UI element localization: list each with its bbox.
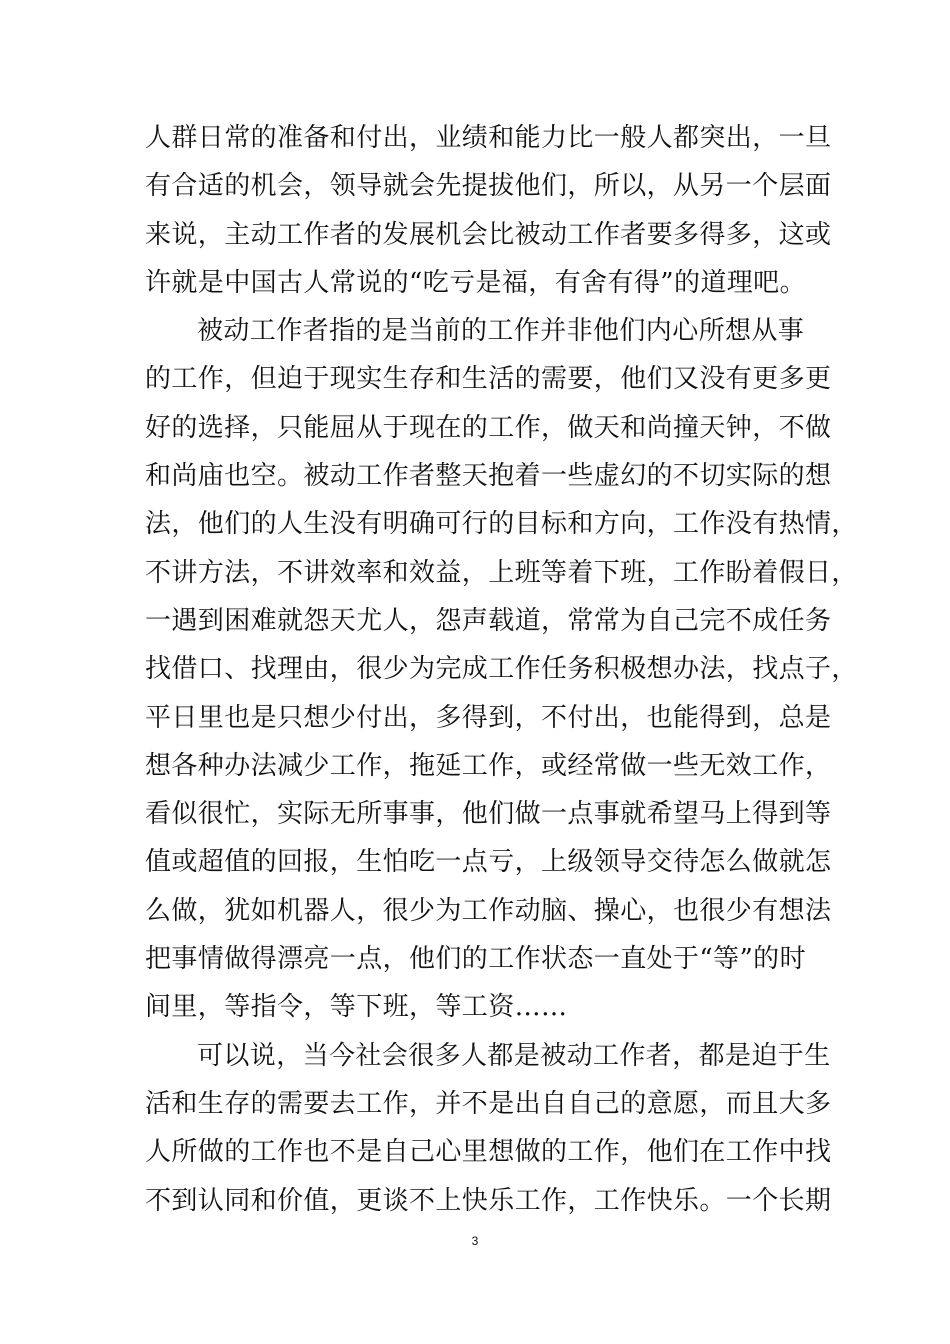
- text-line: 间里，等指令，等下班，等工资……: [145, 992, 568, 1023]
- text-line: 想各种办法减少工作，拖延工作，或经常做一些无效工作，: [145, 750, 832, 781]
- text-line: 可以说，当今社会很多人都是被动工作者，都是迫于生: [197, 1040, 831, 1071]
- text-line: 人群日常的准备和付出，业绩和能力比一般人都突出，一旦: [145, 123, 832, 153]
- text-line: 把事情做得漂亮一点，他们的工作状态一直处于“等”的时: [145, 944, 806, 975]
- text-line: 的工作，但迫于现实生存和生活的需要，他们又没有更多更: [145, 364, 832, 395]
- page-number: 3: [471, 1234, 479, 1248]
- text-line: 不讲方法，不讲效率和效益，上班等着下班，工作盼着假日，: [145, 557, 858, 588]
- text-line: 不到认同和价值，更谈不上快乐工作，工作快乐。一个长期: [145, 1185, 832, 1216]
- text-line: 和尚庙也空。被动工作者整天抱着一些虚幻的不切实际的想: [145, 461, 832, 492]
- text-line: 许就是中国古人常说的“吃亏是福，有舍有得”的道理吧。: [145, 267, 806, 298]
- text-line: 么做，犹如机器人，很少为工作动脑、操心，也很少有想法: [145, 895, 832, 926]
- text-line: 活和生存的需要去工作，并不是出自自己的意愿，而且大多: [145, 1088, 832, 1119]
- text-line: 好的选择，只能屈从于现在的工作，做天和尚撞天钟，不做: [145, 412, 832, 443]
- text-line: 找借口、找理由，很少为完成工作任务积极想办法，找点子，: [145, 654, 858, 685]
- text-line: 平日里也是只想少付出，多得到，不付出，也能得到，总是: [145, 702, 832, 733]
- body-text: [145, 118, 858, 1229]
- text-line: 看似很忙，实际无所事事，他们做一点事就希望马上得到等: [145, 799, 832, 830]
- text-line: 来说，主动工作者的发展机会比被动工作者要多得多，这或: [145, 219, 832, 250]
- text-line: 被动工作者指的是当前的工作并非他们内心所想从事: [197, 316, 805, 347]
- text-line: 值或超值的回报，生怕吃一点亏，上级领导交待怎么做就怎: [145, 847, 832, 878]
- text-line: 一遇到困难就怨天尤人，怨声载道，常常为自己完不成任务: [145, 605, 832, 636]
- text-line: 法，他们的人生没有明确可行的目标和方向，工作没有热情，: [145, 509, 858, 540]
- text-line: 人所做的工作也不是自己心里想做的工作，他们在工作中找: [145, 1137, 832, 1168]
- text-line: 有合适的机会，领导就会先提拔他们，所以，从另一个层面: [145, 171, 832, 202]
